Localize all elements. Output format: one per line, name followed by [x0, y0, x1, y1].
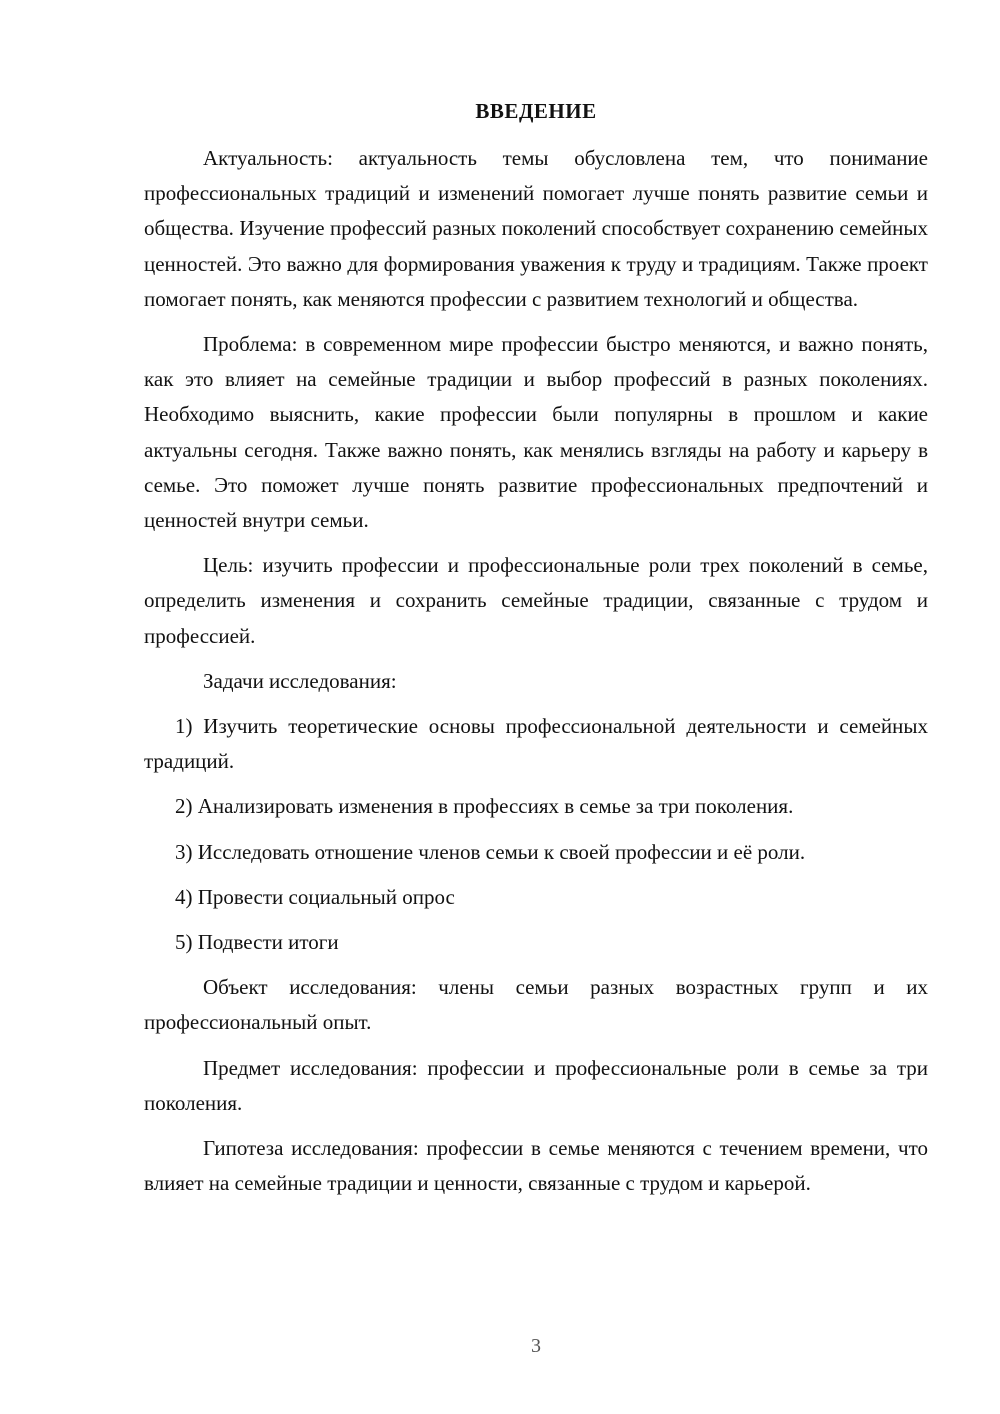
hypothesis-paragraph: Гипотеза исследования: профессии в семье меняются с течением времени, что влияет на семейные традиции и ценности, связанные с трудом и карьерой. [144, 1136, 928, 1196]
page-title: ВВЕДЕНИЕ [475, 99, 597, 123]
page-number: 3 [531, 1335, 541, 1357]
problem-paragraph: Проблема: в современном мире профессии быстро меняются, и важно понять, как это влияет на семейные традиции и выбор профессий в разных поколениях. Необходимо выяснить, какие профессии были популярны в прошлом и какие актуальны сегодня. Также важно понять, как менялись взгляды на работу и карьеру в семье. Это поможет лучше понять развитие профессиональных предпочтений и ценностей внутри семьи. [144, 332, 928, 533]
tasks-heading: Задачи исследования: [203, 668, 397, 693]
object-paragraph: Объект исследования: члены семьи разных возрастных групп и их профессиональный опыт. [144, 975, 928, 1035]
tasks-list [144, 709, 928, 960]
task-item-4: 4) Провести социальный опрос [175, 884, 455, 909]
goal-paragraph: Цель: изучить профессии и профессиональные роли трех поколений в семье, определить изменения и сохранить семейные традиции, связанные с трудом и профессией. [144, 553, 928, 648]
relevance-paragraph: Актуальность: актуальность темы обусловлена тем, что понимание профессиональных традиций и изменений помогает лучше понять развитие семьи и общества. Изучение профессий разных поколений способствует сохранению семейных ценностей. Это важно для формирования уважения к труду и традициям. Также проект помогает понять, как меняются профессии с развитием технологий и общества. [144, 146, 928, 311]
subject-paragraph: Предмет исследования: профессии и профессиональные роли в семье за три поколения. [144, 1055, 928, 1115]
task-item-1: 1) Изучить теоретические основы профессиональной деятельности и семейных традиций. [144, 714, 928, 774]
task-item-5: 5) Подвести итоги [175, 930, 339, 955]
task-item-2: 2) Анализировать изменения в профессиях в семье за три поколения. [175, 794, 794, 819]
task-item-3: 3) Исследовать отношение членов семьи к своей профессии и её роли. [175, 839, 806, 864]
page-content [144, 94, 928, 1201]
